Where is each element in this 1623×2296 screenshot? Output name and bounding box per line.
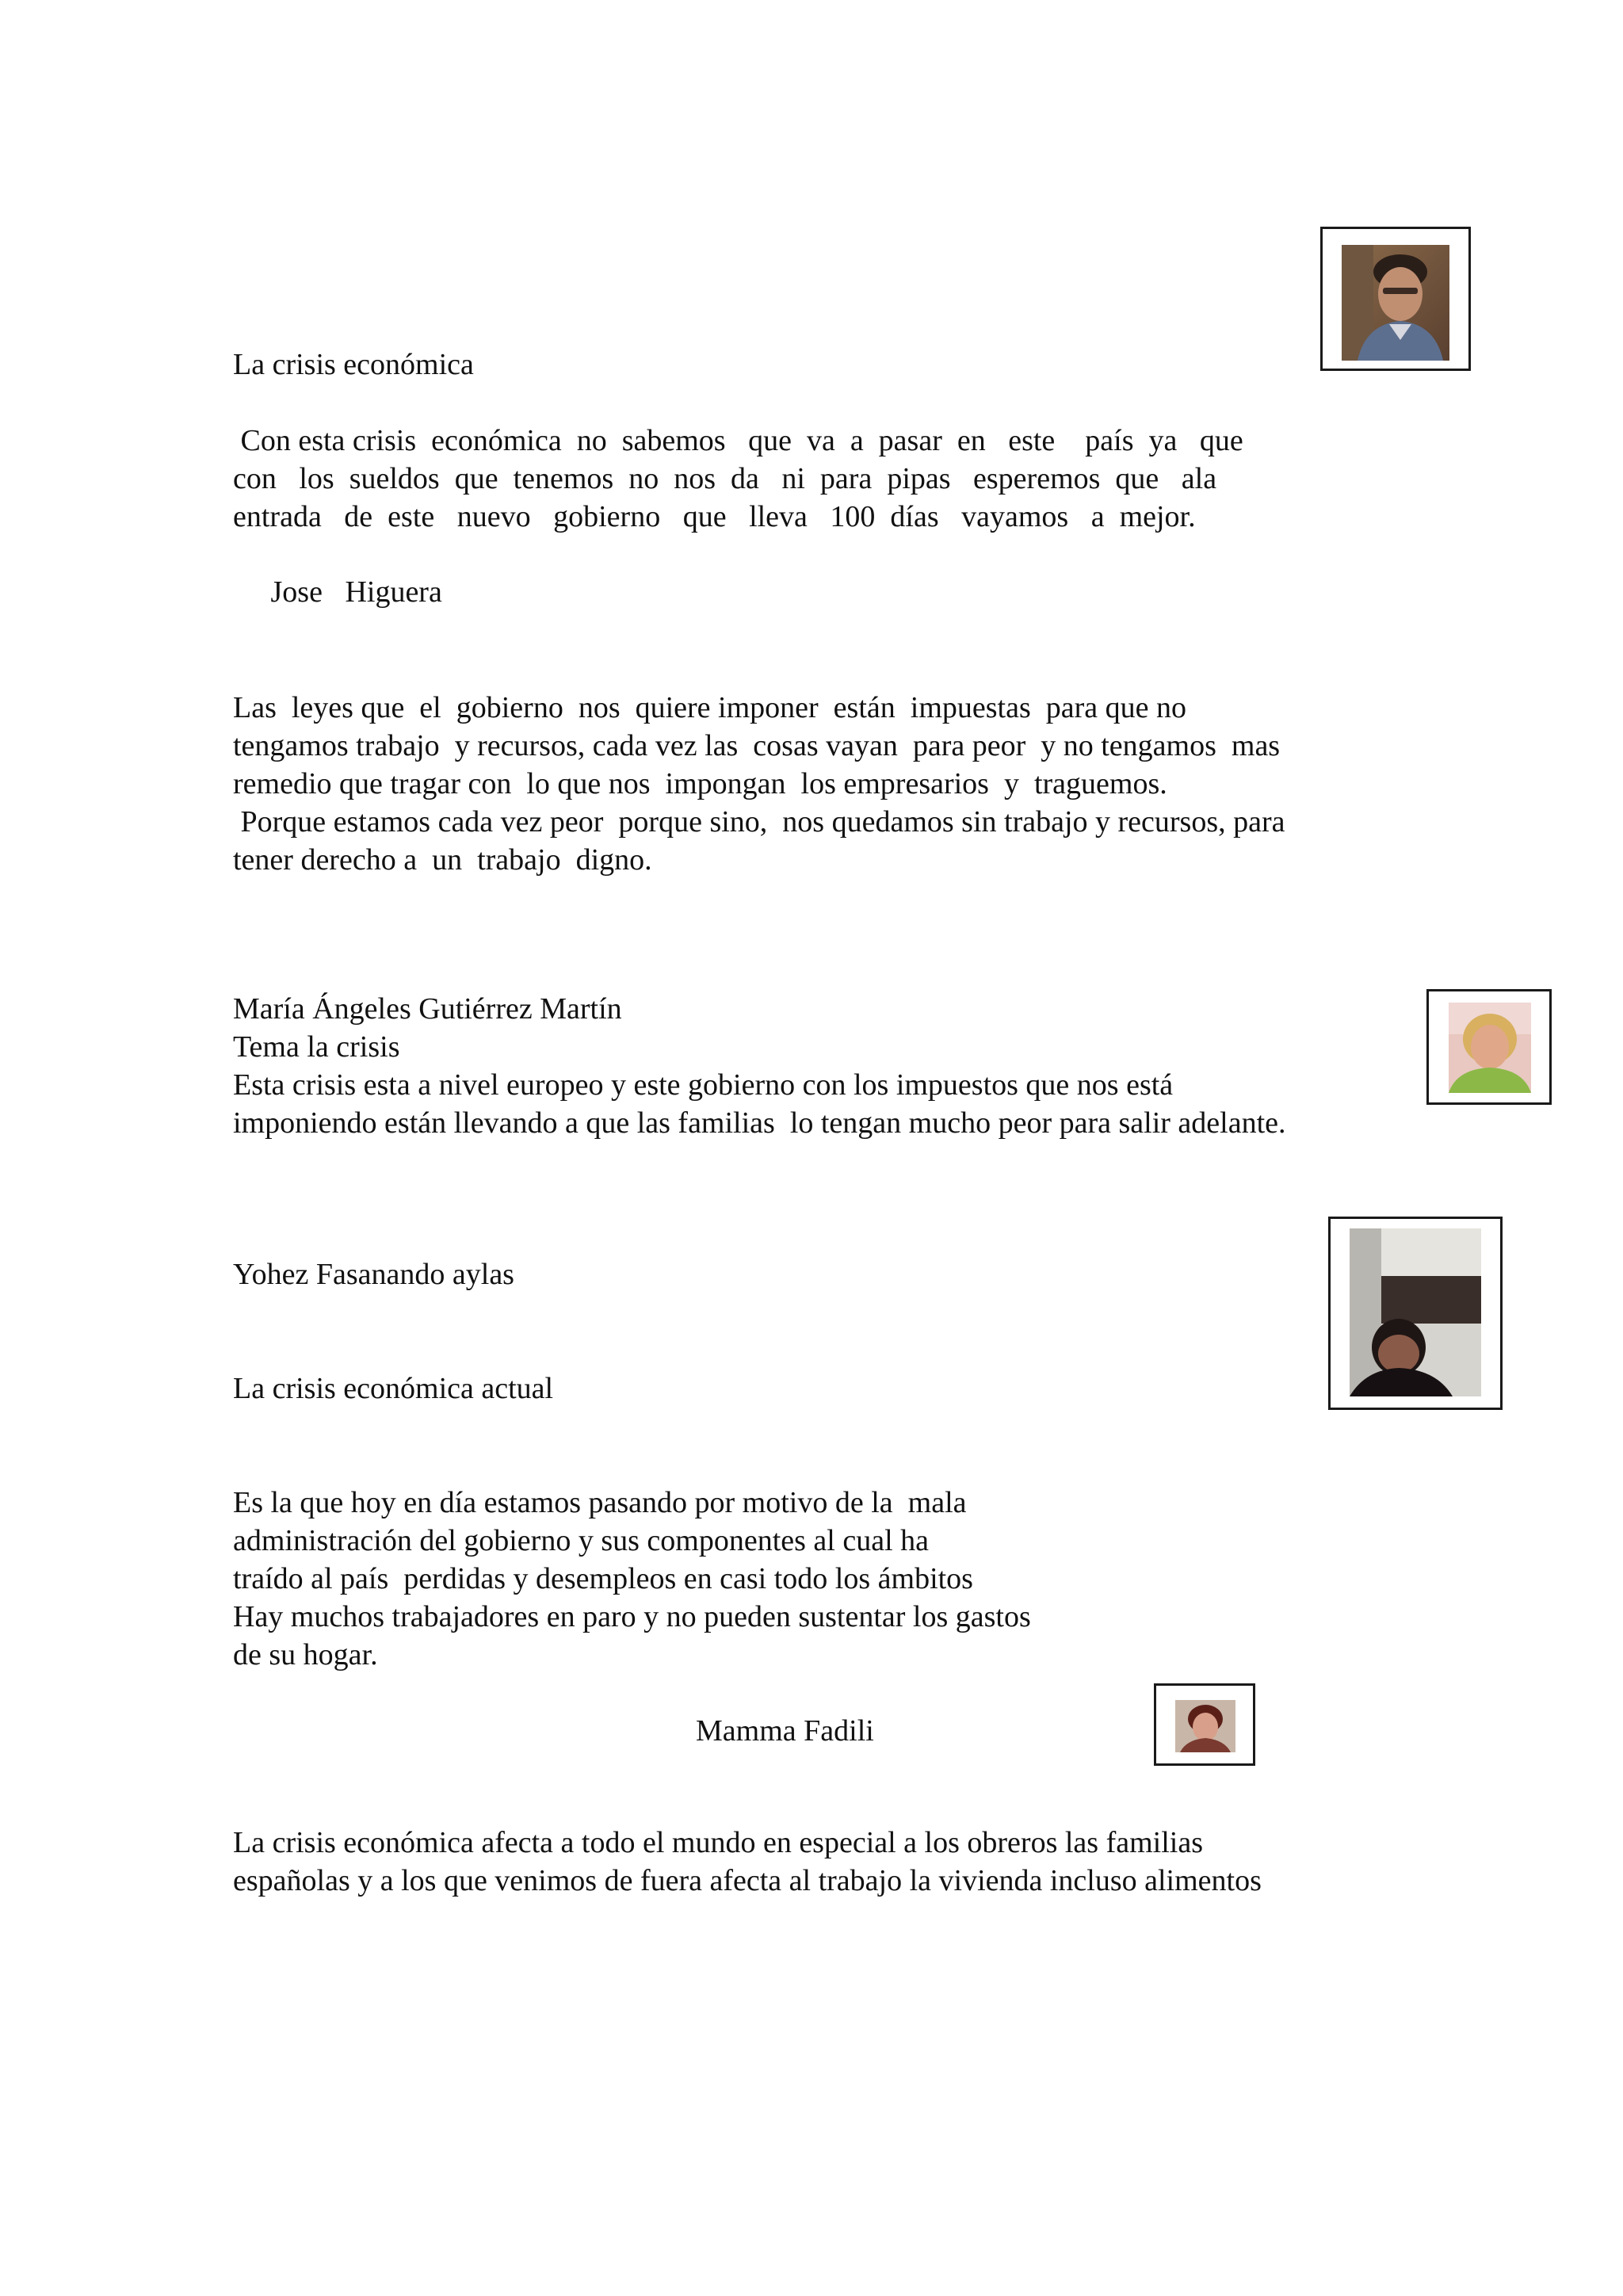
author-photo (1342, 245, 1449, 361)
author-photo-frame (1328, 1217, 1503, 1410)
paragraph-line: imponiendo están llevando a que las familias lo tengan mucho peor para salir adelante. (233, 1106, 1286, 1140)
author-photo-frame (1426, 989, 1552, 1105)
section-topic: Tema la crisis (233, 1030, 400, 1064)
paragraph-line: Con esta crisis económica no sabemos que va a pasar en este país ya que (233, 424, 1243, 457)
paragraph-line: Esta crisis esta a nivel europeo y este gobierno con los impuestos que nos está (233, 1068, 1174, 1102)
paragraph-line: traído al país perdidas y desempleos en casi todo los ámbitos (233, 1562, 973, 1595)
paragraph-line: administración del gobierno y sus componentes al cual ha (233, 1524, 929, 1557)
author-name: Yohez Fasanando aylas (233, 1258, 514, 1291)
paragraph-line: tener derecho a un trabajo digno. (233, 843, 652, 877)
section-title: La crisis económica actual (233, 1372, 554, 1405)
paragraph-line: La crisis económica afecta a todo el mundo en especial a los obreros las familias (233, 1826, 1203, 1859)
author-name: Mamma Fadili (696, 1714, 874, 1748)
author-photo (1350, 1228, 1481, 1396)
author-name: María Ángeles Gutiérrez Martín (233, 992, 622, 1026)
paragraph-line: de su hogar. (233, 1638, 378, 1671)
paragraph-line: Las leyes que el gobierno nos quiere imponer están impuestas para que no (233, 691, 1186, 724)
section-title: La crisis económica (233, 348, 474, 381)
author-photo-frame (1320, 227, 1471, 371)
paragraph-line: Hay muchos trabajadores en paro y no pueden sustentar los gastos (233, 1600, 1031, 1633)
paragraph-line: con los sueldos que tenemos no nos da ni para pipas esperemos que ala (233, 462, 1217, 495)
author-photo (1449, 1003, 1531, 1093)
paragraph-line: Es la que hoy en día estamos pasando por motivo de la mala (233, 1486, 967, 1519)
author-name: Jose Higuera (233, 575, 442, 609)
author-photo-frame (1154, 1683, 1255, 1766)
paragraph-line: remedio que tragar con lo que nos impongan los empresarios y traguemos. (233, 767, 1167, 800)
paragraph-line: entrada de este nuevo gobierno que lleva 100 días vayamos a mejor. (233, 500, 1196, 533)
author-photo (1175, 1700, 1235, 1752)
paragraph-line: tengamos trabajo y recursos, cada vez las cosas vayan para peor y no tengamos mas (233, 729, 1281, 762)
paragraph-line: Porque estamos cada vez peor porque sino, nos quedamos sin trabajo y recursos, para (233, 805, 1285, 839)
paragraph-line: españolas y a los que venimos de fuera afecta al trabajo la vivienda incluso alimentos (233, 1864, 1262, 1897)
